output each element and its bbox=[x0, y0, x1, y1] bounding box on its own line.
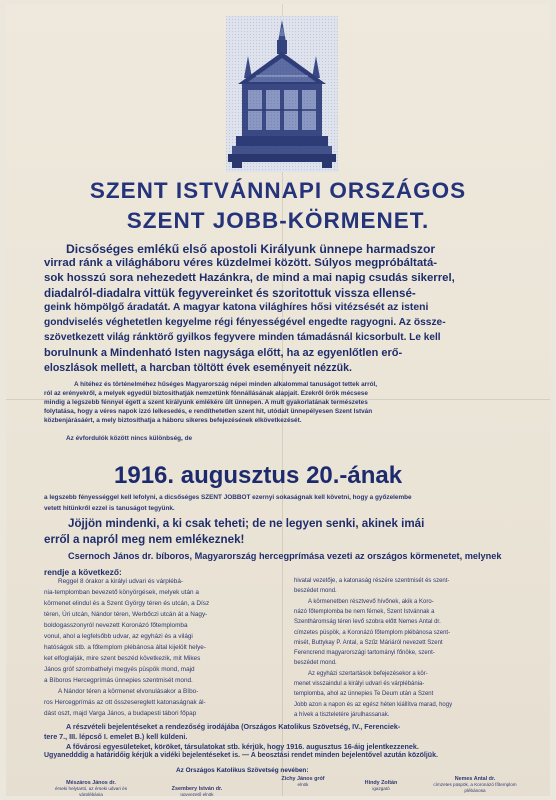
footer-line: tere 7., III. lépcső I. emelet B.) kell küldeni. bbox=[44, 732, 188, 741]
szent-jobb-reliquary-illustration-icon bbox=[226, 16, 338, 172]
program-left-line: körmenet elindul és a Szent György téren és utcán, a Dísz bbox=[44, 600, 210, 607]
signature-block bbox=[258, 776, 348, 788]
small-para-line: mindig a legszebb fénnyel égett a szent királyunk emlékére ült ünnepen. A mult gyakorlatának természetes bbox=[44, 399, 368, 406]
program-left-line: a Bíboros Hercegprímás ünnepies szentmisét mond. bbox=[44, 677, 193, 684]
intro-line: borulnunk a Mindenható Isten nagysága előtt, ha az egyenlőtlen erő- bbox=[44, 347, 403, 359]
intro-line: szövetkezett világ ránktörő gyilkos fegyvere minden támadásnál kicsorbult. Le kell bbox=[44, 332, 441, 343]
program-right-line: menet visszaindul a királyi udvari és várplébánia- bbox=[294, 681, 425, 687]
anniversary-line: Az évfordulók között nincs különbség, de bbox=[66, 435, 193, 442]
small-para-line: közbenjárásáért, a mely biztosíthatja a háboru sikeres befejezésének elkövetkezését. bbox=[44, 417, 302, 424]
program-left-line: ket elfoglalják, mire szent beszéd következik, mit Mikes bbox=[44, 655, 201, 662]
signature-name: Hindy Zoltán bbox=[364, 780, 398, 786]
signature-block bbox=[336, 780, 426, 792]
intro-line: virrad ránk a világháboru véres küzdelmei között. Súlyos megpróbáltatá- bbox=[44, 257, 438, 269]
program-left-line: ros Hercegprímás az ott összesereglett katonaságnak ál- bbox=[44, 699, 206, 706]
program-left-line: vonul, ahol a legfelsőbb udvar, az egyházi és a világi bbox=[44, 633, 193, 640]
program-right-line: Ferencrend magyarországi tartományi főnöke, szent- bbox=[294, 650, 435, 657]
leader-line: Csernoch János dr. bíboros, Magyarország hercegprímása vezeti az országos körmenetet, melynek bbox=[68, 551, 502, 561]
signature-role: címzetes püspök, a Koronázó főtemplom plébánosa bbox=[433, 782, 517, 793]
program-left-line: nia-templomban bevezető könyörgések, melyek után a bbox=[44, 589, 199, 596]
footer-line: A részvételi bejelentéseket a rendezőség irodájába (Országos Katolikus Szövetség, IV., Ferenciek- bbox=[66, 722, 401, 731]
intro-line: sok hosszú sora nehezedett Hazánkra, de mind a mai napig csudás sikerrel, bbox=[44, 272, 455, 284]
program-right-line: názó főtemplomba be nem férnek, Szent Istvánnak a bbox=[294, 608, 435, 615]
headline-line-2: SZENT JOBB-KÖRMENET. bbox=[126, 208, 430, 233]
intro-line: gondviselés véghetetlen kegyelme régi fényességével engedte ragyogni. Az össze- bbox=[44, 317, 446, 328]
program-right-line: Az egyházi szertartások befejezésekor a kör- bbox=[308, 670, 428, 677]
after-date-line: a legszebb fényességgel kell lefolyni, a dicsőséges SZENT JOBBOT ezernyi sokaságnak kell követni, hogy a győzelembe bbox=[44, 494, 412, 501]
signature-block bbox=[430, 776, 520, 794]
headline-line-1: SZENT ISTVÁNNAPI ORSZÁGOS bbox=[89, 178, 467, 203]
signature-role: elnök bbox=[297, 782, 309, 787]
leader-line: rendje a következő: bbox=[44, 567, 122, 577]
intro-line: Dicsőséges emlékű első apostoli Királyunk ünnepe harmadszor bbox=[66, 242, 436, 256]
intro-line: eloszlások mellett, a harcban töltött évek eseményeit nézzük. bbox=[44, 362, 352, 374]
small-para-line: folytatása, hogy a véres napok izzó lelkesedés, e rendíthetetlen szent hit, utódait ünnepélyesen Szent István bbox=[44, 408, 373, 415]
program-left-line: téren, Úri utcán, Nándor téren, Werbőczi utcán át a Nagy- bbox=[44, 611, 208, 618]
program-right-line: hivatal vezetője, a katonaság részére szentmisét és szent- bbox=[294, 578, 450, 584]
signature-role: ügyvezető elnök bbox=[180, 792, 214, 796]
signature-role: igazgató bbox=[372, 786, 390, 791]
signature-name: Zsembery István dr. bbox=[171, 786, 223, 792]
after-date-line: vetett hitünkről ezzel is tanuságot tegyünk. bbox=[44, 505, 175, 512]
signature-role: érseki helytartó, az érseki udvari és várplébánia bbox=[55, 786, 127, 796]
program-right-line: A körmenetben résztvevő hívőnek, akik a Koro- bbox=[308, 598, 434, 605]
call-line: Jöjjön mindenki, a ki csak teheti; de ne legyen senki, akinek imái bbox=[68, 517, 425, 530]
small-para-line: ról az erényekről, a melyek egyedül biztosithatják nemzetünk fönnállásának alapjait. Ezekről örök mécsese bbox=[44, 390, 368, 397]
footer-line: Ugyanedddig a határidőig kérjük a vidéki bejelentéseket is. — A beosztási rendet minden bejelentővel azután közöljük. bbox=[44, 752, 438, 759]
program-right-line: Szentháromság téren levő szobra előtt Nemes Antal dr. bbox=[294, 619, 441, 626]
poster bbox=[6, 4, 550, 796]
committee-line: Az Országos Katolikus Szövetség nevében: bbox=[176, 767, 309, 774]
footer-line: A fővárosi egyesületeket, köröket, társulatokat stb. kérjük, hogy 1916. augusztus 16-áig jelentkezzenek. bbox=[66, 742, 419, 751]
signature-block bbox=[152, 786, 242, 796]
signature-name: Zichy János gróf bbox=[281, 776, 325, 782]
program-left-line: dást oszt, majd Varga János, a budapesti tábori főpap bbox=[44, 710, 197, 717]
small-para-line: A hitéhez és történelméhez hűséges Magyarország népei minden alkalommal tanuságot tettek arról, bbox=[74, 381, 378, 388]
program-right-line: beszédet mond. bbox=[294, 660, 337, 667]
program-right-line: misét, Buttykay P. Antal, a Szűz Máriáról nevezett Szent bbox=[294, 639, 443, 646]
program-right-line: Jobb azon a napon és az egész héten kiállítva marad, hogy bbox=[294, 701, 453, 708]
signature-block bbox=[46, 780, 136, 796]
program-left-line: János gróf szombathelyi megyés püspök mond, majd bbox=[44, 666, 195, 673]
program-right-line: beszédet mond. bbox=[294, 588, 337, 595]
signature-name: Nemes Antal dr. bbox=[454, 776, 496, 782]
program-left-line: hatóságok stb. a főtemplom plébánosa által kijelölt helye- bbox=[44, 644, 206, 651]
date-line: 1916. augusztus 20.-ának bbox=[114, 462, 403, 489]
program-left-line: boldogasszonyról nevezett Koronázó főtemplomba bbox=[44, 622, 188, 629]
program-right-line: címzetes püspök, a Koronázó főtemplom plébánosa szent- bbox=[294, 629, 451, 636]
signature-name: Mészáros János dr. bbox=[66, 780, 116, 786]
program-left-line: A Nándor téren a körmenet elvonulásakor a Bíbo- bbox=[58, 688, 199, 695]
program-left-line: Reggel 8 órakor a királyi udvari és várplébá- bbox=[58, 578, 184, 585]
intro-line: geink hömpölgő áradatát. A magyar katona világhíres hősi vitézsését az isteni bbox=[44, 302, 429, 313]
call-line: erről a napról meg nem emlékeznek! bbox=[44, 533, 245, 546]
intro-line: diadalról-diadalra vittük fegyvereinket és szoritottuk vissza ellensé- bbox=[44, 287, 416, 300]
program-right-line: templomba, ahol az ünnepies Te Deum után a Szent bbox=[294, 691, 434, 698]
program-right-line: a hívek a tiszteletére járulhassanak. bbox=[294, 711, 390, 718]
